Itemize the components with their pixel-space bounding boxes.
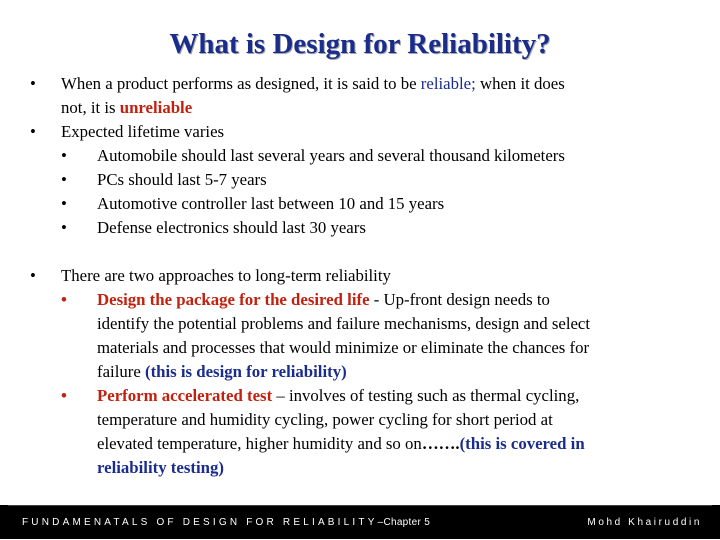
approach-test-title: Perform accelerated test — [97, 386, 273, 405]
reliable-term: reliable; — [420, 74, 476, 93]
point-reliable-line-1: When a product performs as designed, it is said to be reliable; when it does — [61, 74, 565, 93]
list-item: Automotive controller last between 10 and 15 years — [97, 194, 445, 213]
approach-design-line-3: materials and processes that would minimize or eliminate the chances for — [97, 338, 590, 357]
approach-test-line-4: reliability testing) — [97, 458, 224, 477]
point-reliable-line-2: not, it is unreliable — [61, 98, 193, 117]
approach-design-line-1: Design the package for the desired life - Up-front design needs to — [97, 290, 550, 309]
sub-bullet-marker: • — [61, 290, 67, 309]
design-note: (this is design for reliability) — [144, 362, 347, 381]
approach-test-line-1: Perform accelerated test – involves of testing such as thermal cycling, — [97, 386, 580, 405]
approach-test-line-2: temperature and humidity cycling, power cycling for short period at — [97, 410, 553, 429]
footer-bar — [0, 505, 720, 539]
footer-chapter: –Chapter 5 — [377, 517, 431, 528]
approach-test-line-3: elevated temperature, higher humidity and so on…….(this is covered in — [97, 434, 585, 453]
list-item: Defense electronics should last 30 years — [97, 218, 366, 237]
footer-author: Mohd Khairuddin — [587, 517, 702, 528]
footer-course-title: FUNDAMENATALS OF DESIGN FOR RELIABILITY–Chapter 5 — [22, 517, 431, 528]
sub-bullet-marker: • — [61, 146, 67, 165]
sub-bullet-marker: • — [61, 170, 67, 189]
approach-design-title: Design the package for the desired life — [97, 290, 370, 309]
slide-title: What is Design for Reliability? — [169, 28, 551, 60]
test-note: (this is covered in — [459, 434, 585, 453]
sub-bullet-marker: • — [61, 194, 67, 213]
sub-bullet-marker: • — [61, 218, 67, 237]
unreliable-term: unreliable — [119, 98, 193, 117]
approach-design-line-2: identify the potential problems and failure mechanisms, design and select — [97, 314, 591, 333]
footer-divider — [8, 505, 712, 506]
point-approaches-heading: There are two approaches to long-term reliability — [61, 266, 391, 285]
approach-design-line-4: failure (this is design for reliability) — [97, 362, 347, 381]
list-item: Automobile should last several years and several thousand kilometers — [97, 146, 565, 165]
point-lifetime-heading: Expected lifetime varies — [61, 122, 225, 141]
sub-bullet-marker: • — [61, 386, 67, 405]
list-item: PCs should last 5-7 years — [97, 170, 267, 189]
bullet-marker: • — [30, 122, 36, 141]
bullet-marker: • — [30, 74, 36, 93]
bullet-marker: • — [30, 266, 36, 285]
